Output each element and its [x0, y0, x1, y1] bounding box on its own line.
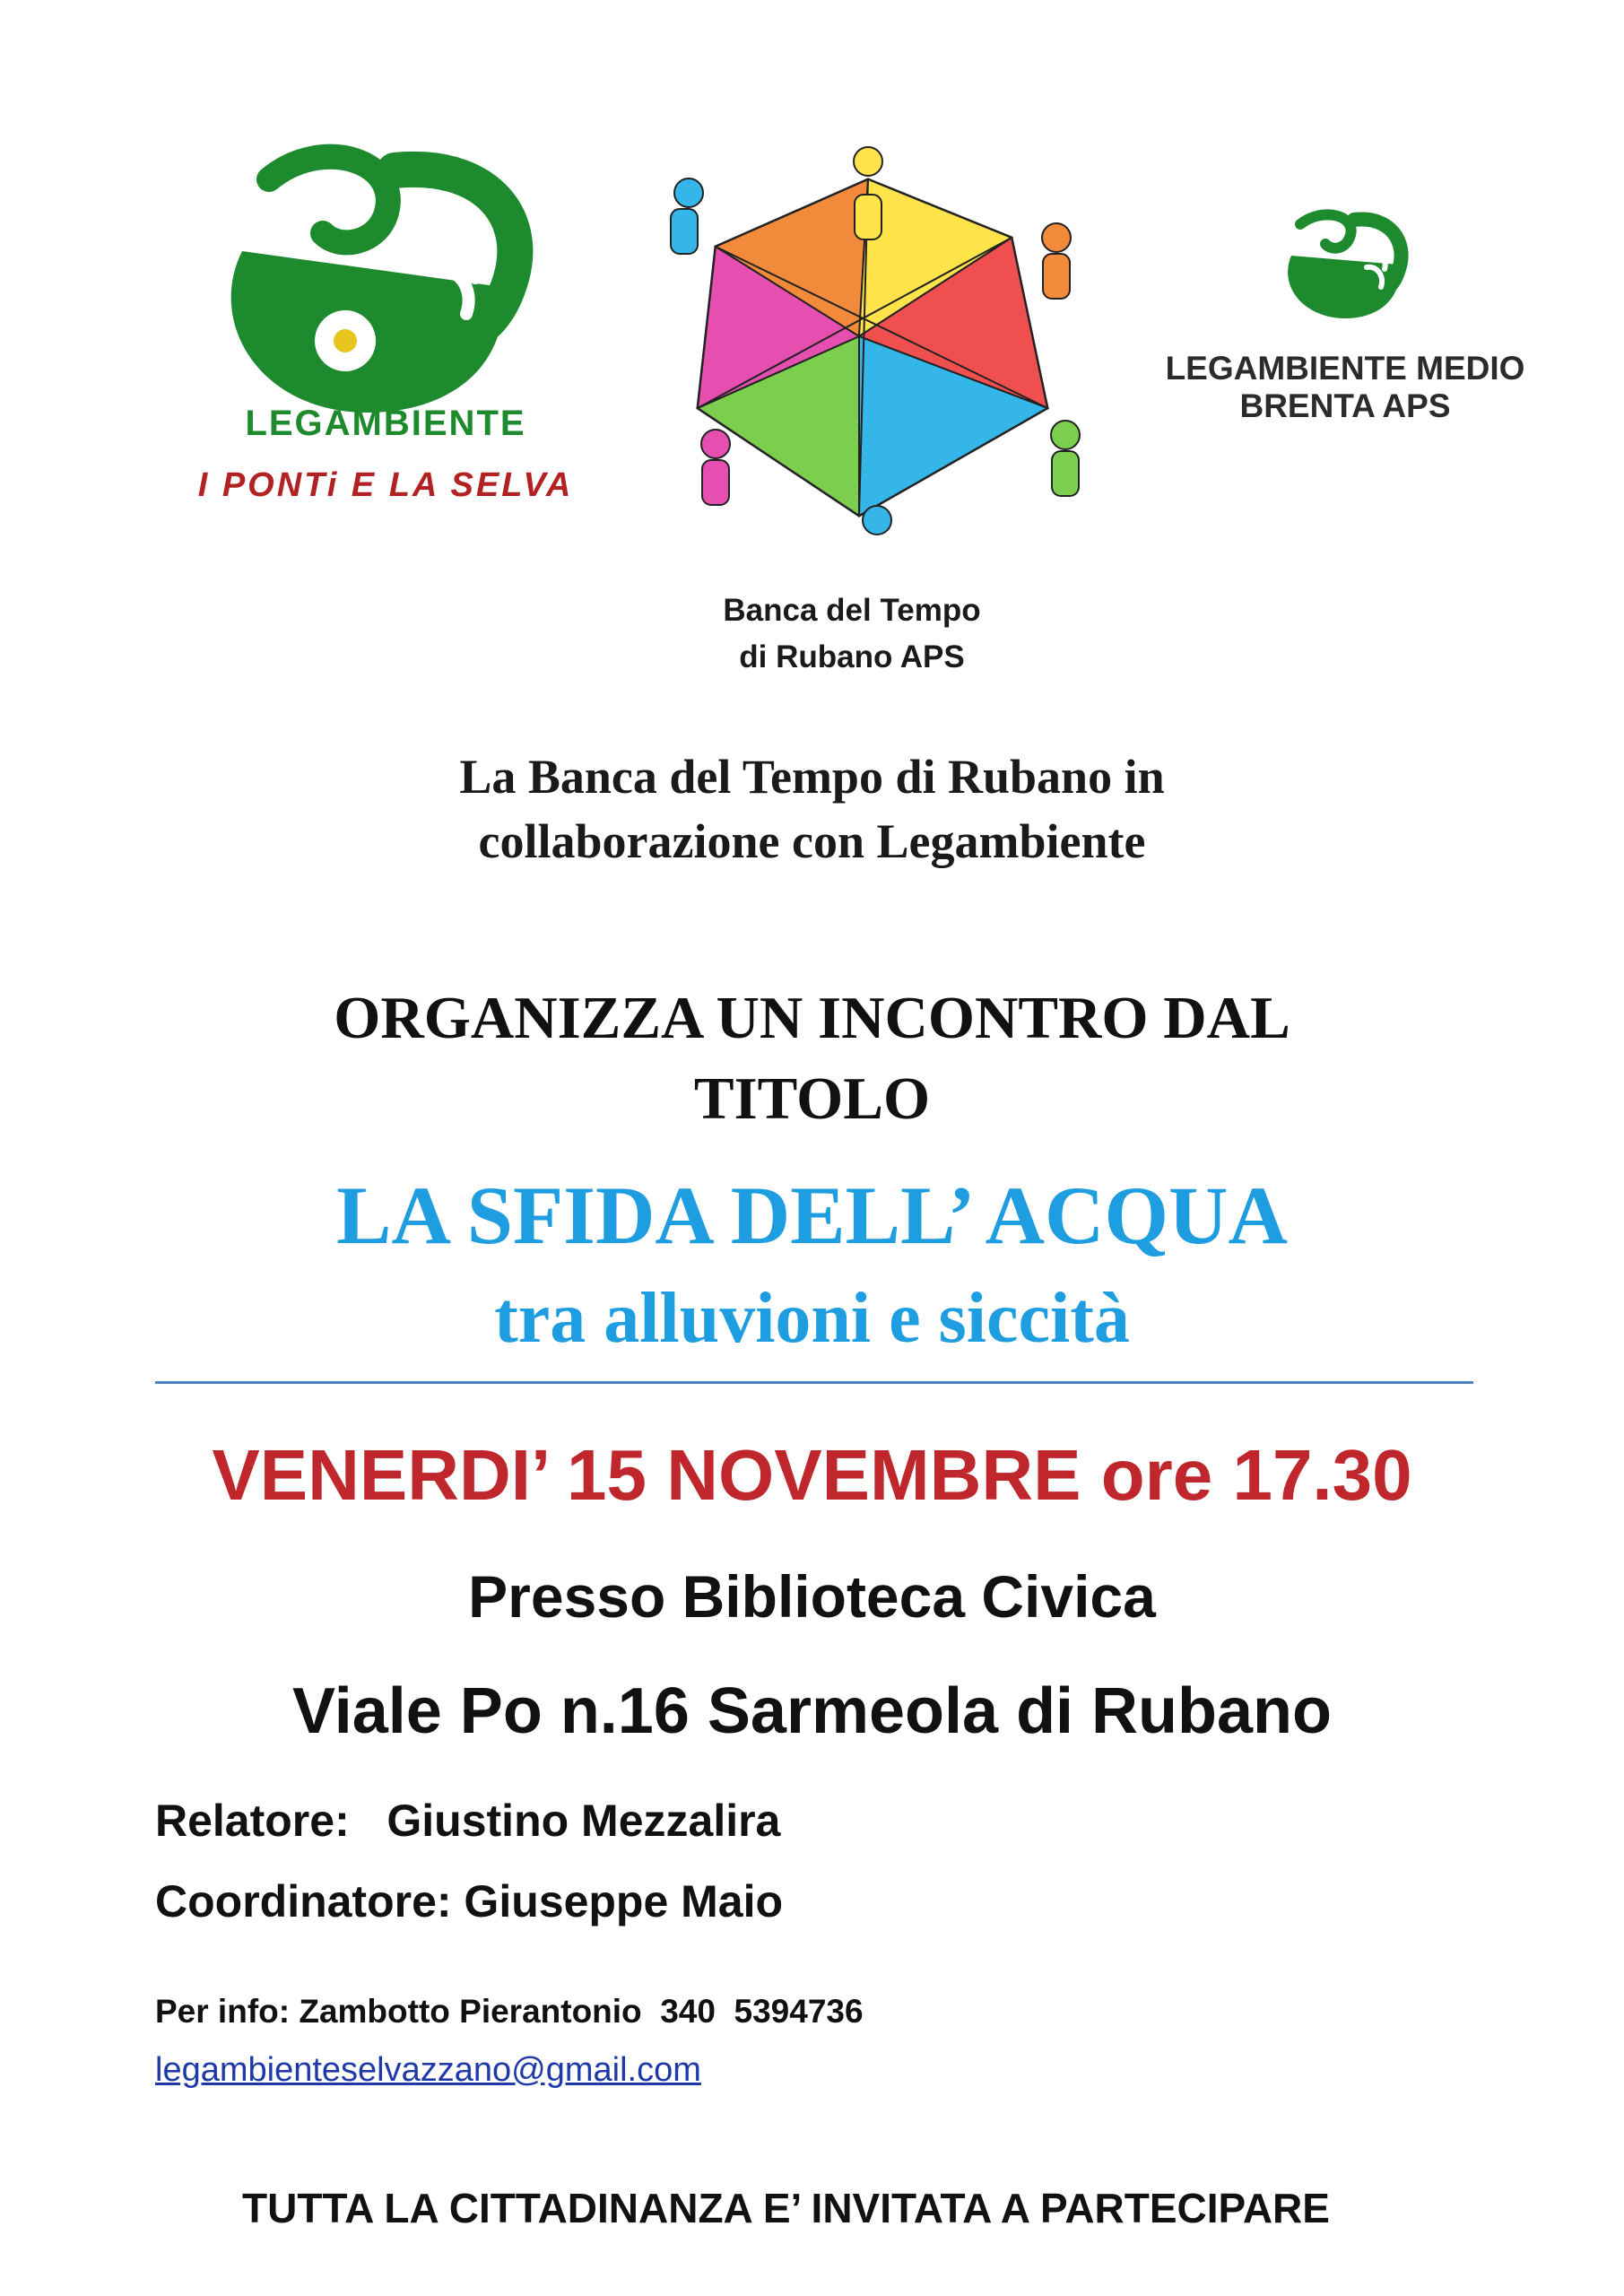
headline-line2: TITOLO [693, 1065, 931, 1132]
contact-info: Per info: Zambotto Pierantonio 340 5394736 [155, 1993, 864, 2030]
speaker: Relatore: Giustino Mezzalira [155, 1796, 781, 1846]
medio-brenta-logo-text: LEGAMBIENTE MEDIO BRENTA APS [1165, 350, 1525, 424]
closing-invitation: TUTTA LA CITTADINANZA E’ INVITATA A PARTECIPARE [242, 2185, 1330, 2231]
ponti-selva-logo-text: I PONTi E LA SELVA [197, 466, 574, 504]
legambiente-logo-text: LEGAMBIENTE [245, 404, 526, 443]
event-date: VENERDI’ 15 NOVEMBRE ore 17.30 [212, 1435, 1412, 1515]
banca-del-tempo-logo [635, 139, 1088, 552]
event-address: Viale Po n.16 Sarmeola di Rubano [291, 1675, 1333, 1747]
coordinator: Coordinatore: Giuseppe Maio [155, 1876, 784, 1926]
banca-caption-line2: di Rubano APS [739, 639, 965, 674]
daisy-icon [315, 310, 376, 371]
intro-line2: collaborazione con Legambiente [478, 814, 1146, 868]
banca-caption-line1: Banca del Tempo [723, 593, 981, 628]
divider-line [155, 1381, 1473, 1384]
swan-logo-icon [1273, 206, 1417, 323]
legambiente-medio-brenta-logo [1107, 206, 1583, 424]
legambiente-ponti-selva-logo [188, 144, 583, 538]
event-title: LA SFIDA DELL’ ACQUA [336, 1170, 1288, 1261]
headline-line1: ORGANIZZA UN INCONTRO DAL [334, 985, 1290, 1051]
event-subtitle: tra alluvioni e siccità [494, 1279, 1130, 1358]
contact-email-link[interactable]: legambienteselvazzano@gmail.com [155, 2051, 701, 2089]
swan-logo-icon [188, 144, 583, 430]
event-venue: Presso Biblioteca Civica [468, 1563, 1156, 1630]
colorful-star-figures-icon [635, 139, 1088, 552]
intro-line1: La Banca del Tempo di Rubano in [459, 750, 1165, 804]
